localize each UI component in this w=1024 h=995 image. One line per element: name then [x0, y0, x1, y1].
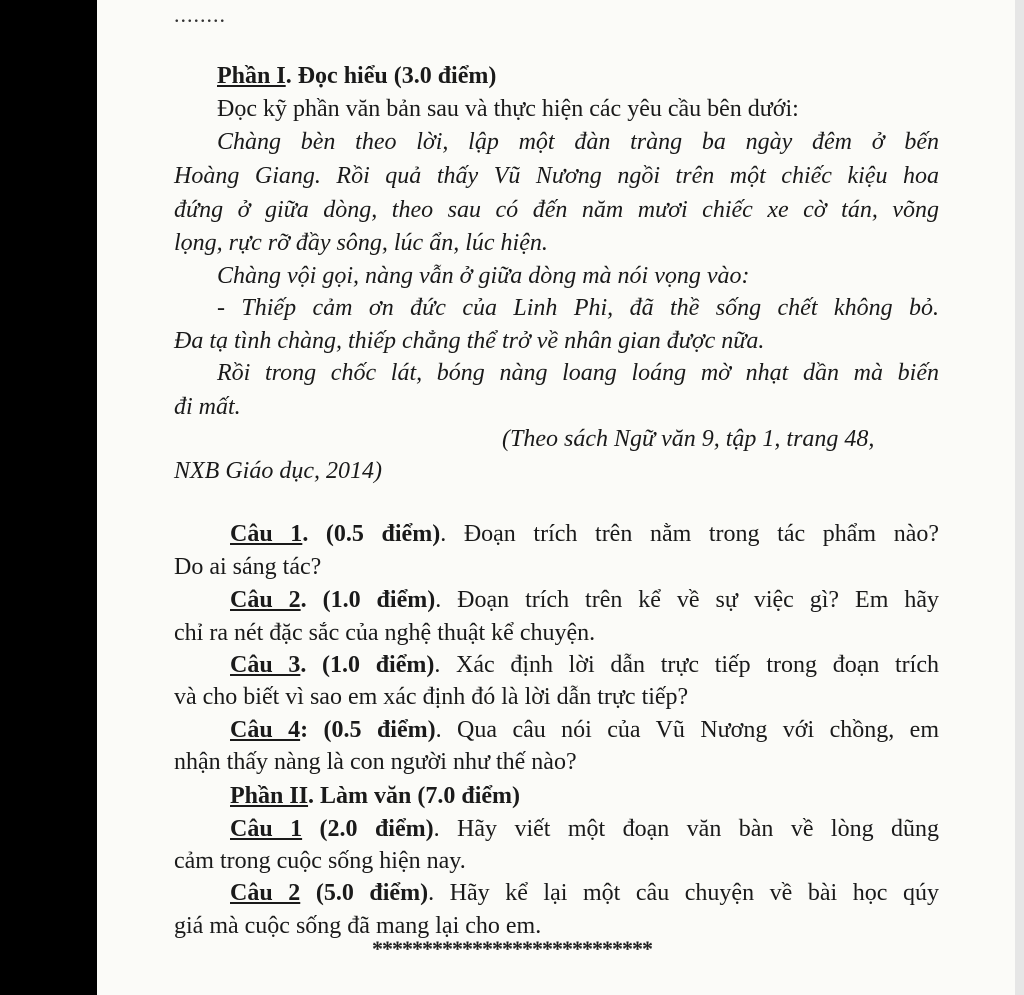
- passage-line: Hoàng Giang. Rồi quả thấy Vũ Nương ngồi trên một chiếc kiệu hoa: [174, 163, 939, 189]
- question-1-line1: [230, 520, 939, 548]
- part1-instruction: Đọc kỹ phần văn bản sau và thực hiện các yêu cầu bên dưới:: [217, 96, 799, 122]
- part1-heading-label: Phần I: [217, 63, 286, 89]
- question-text: . Qua câu nói của Vũ Nương với chồng, em: [435, 717, 939, 743]
- question-text: . Xác định lời dẫn trực tiếp trong đoạn trích: [434, 652, 939, 678]
- question-4-line1: [230, 716, 939, 744]
- question-2-line1: [230, 586, 939, 614]
- question-label: Câu 1: [230, 521, 303, 547]
- question-label: Câu 3: [230, 652, 301, 678]
- passage-line: Đa tạ tình chàng, thiếp chẳng thể trở về nhân gian được nữa.: [174, 328, 765, 354]
- question-label: Câu 2: [230, 880, 301, 906]
- part2-question-1-line1: [230, 815, 939, 843]
- question-text: . Đoạn trích trên kể về sự việc gì? Em hãy: [435, 587, 939, 613]
- question-label: Câu 4: [230, 717, 301, 743]
- top-dots: ........: [174, 2, 226, 27]
- part2-question-2-line2: giá mà cuộc sống đã mang lại cho em.: [174, 913, 542, 939]
- question-points: . (1.0 điểm): [300, 652, 435, 678]
- source-line: NXB Giáo dục, 2014): [174, 458, 382, 484]
- end-stars: ****************************: [372, 936, 652, 961]
- source-line: (Theo sách Ngữ văn 9, tập 1, trang 48,: [502, 426, 875, 452]
- question-4-line2: nhận thấy nàng là con người như thế nào?: [174, 749, 577, 775]
- passage-line: Rồi trong chốc lát, bóng nàng loang loáng mờ nhạt dần mà biến: [217, 360, 939, 386]
- question-label: Câu 1: [230, 816, 303, 842]
- question-text: . Hãy viết một đoạn văn bàn về lòng dũng: [433, 816, 939, 842]
- part2-heading-rest: . Làm văn (7.0 điểm): [308, 783, 521, 809]
- part2-heading: [230, 782, 520, 810]
- passage-line: Chàng vội gọi, nàng vẫn ở giữa dòng mà nói vọng vào:: [217, 263, 750, 289]
- page-edge: [1015, 0, 1024, 995]
- passage-line: lọng, rực rỡ đầy sông, lúc ẩn, lúc hiện.: [174, 230, 548, 256]
- question-points: (5.0 điểm): [300, 880, 429, 906]
- question-text: . Hãy kể lại một câu chuyện về bài học qúy: [428, 880, 939, 906]
- passage-line: đi mất.: [174, 394, 241, 420]
- question-label: Câu 2: [230, 587, 301, 613]
- part2-question-1-line2: cảm trong cuộc sống hiện nay.: [174, 848, 466, 874]
- question-1-line2: Do ai sáng tác?: [174, 554, 322, 580]
- question-points: . (0.5 điểm): [302, 521, 441, 547]
- part1-heading: [217, 62, 496, 90]
- question-2-line2: chỉ ra nét đặc sắc của nghệ thuật kể chuyện.: [174, 620, 596, 646]
- question-points: (2.0 điểm): [302, 816, 434, 842]
- passage-line: - Thiếp cảm ơn đức của Linh Phi, đã thề sống chết không bỏ.: [217, 295, 939, 321]
- part1-heading-rest: . Đọc hiểu (3.0 điểm): [285, 63, 497, 89]
- question-3-line2: và cho biết vì sao em xác định đó là lời dẫn trực tiếp?: [174, 684, 689, 710]
- question-3-line1: [230, 651, 939, 679]
- passage-line: đứng ở giữa dòng, theo sau có đến năm mươi chiếc xe cờ tán, võng: [174, 197, 939, 223]
- question-text: . Đoạn trích trên nằm trong tác phẩm nào?: [440, 521, 940, 547]
- question-points: . (1.0 điểm): [300, 587, 436, 613]
- part2-question-2-line1: [230, 879, 939, 907]
- passage-line: Chàng bèn theo lời, lập một đàn tràng ba ngày đêm ở bến: [217, 129, 939, 155]
- question-points: : (0.5 điểm): [300, 717, 436, 743]
- part2-heading-label: Phần II: [230, 783, 309, 809]
